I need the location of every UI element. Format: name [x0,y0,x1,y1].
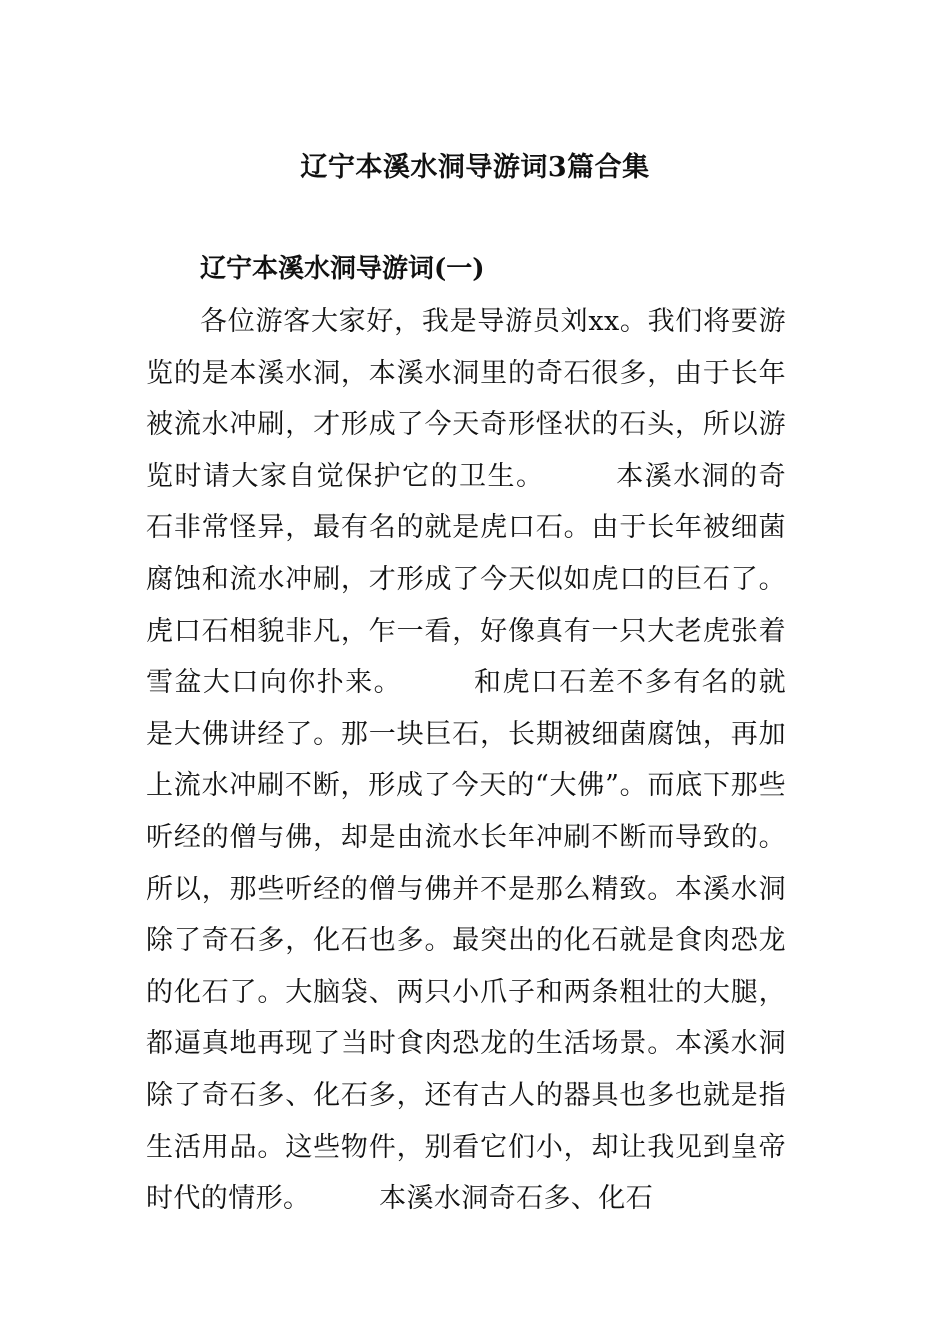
document-title: 辽宁本溪水洞导游词3篇合集 [300,152,650,183]
body-paragraph: 各位游客大家好，我是导游员刘xx。我们将要游览的是本溪水洞，本溪水洞里的奇石很多，由于长年被流水冲刷，才形成了今天奇形怪状的石头，所以游览时请大家自觉保护它的卫生。 本溪水洞的奇石非常怪异，最有名的就是虎口石。由于长年被细菌腐蚀和流水冲刷，才形成了今天似如虎口的巨石了。虎口石相貌非凡，乍一看，好像真有一只大老虎张着雪盆大口向你扑来。 和虎口石差不多有名的就是大佛讲经了。那一块巨石，长期被细菌腐蚀，再加上流水冲刷不断，形成了今天的“大佛”。而底下那些听经的僧与佛，却是由流水长年冲刷不断而导致的。所以，那些听经的僧与佛并不是那么精致。本溪水洞除了奇石多，化石也多。最突出的化石就是食肉恐龙的化石了。大脑袋、两只小爪子和两条粗壮的大腿，都逼真地再现了当时食肉恐龙的生活场景。本溪水洞除了奇石多、化石多，还有古人的器具也多也就是指生活用品。这些物件，别看它们小，却让我见到皇帝时代的情形。 本溪水洞奇石多、化石 [146,306,786,1215]
section-heading: 辽宁本溪水洞导游词(一) [200,254,485,284]
